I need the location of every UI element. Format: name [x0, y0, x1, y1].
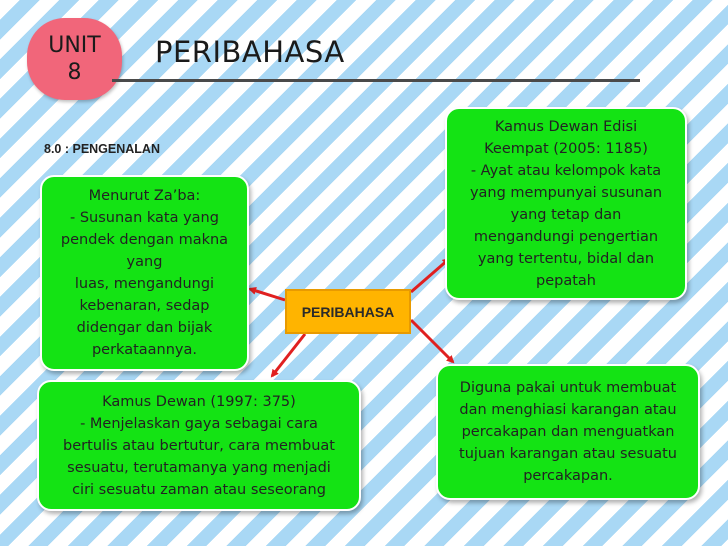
- arrow-to-kamus-2005: [411, 259, 449, 292]
- kamus-1997-definition-box: Kamus Dewan (1997: 375) - Menjelaskan gaya sebagai cara bertulis atau bertutur, cara membuat sesuatu, terutamanya yang menjadi ciri sesuatu zaman atau seseorang: [37, 380, 361, 511]
- unit-number: 8: [67, 60, 82, 85]
- za-ba-definition-box: Menurut Za’ba: - Susunan kata yang pendek dengan makna yang luas, mengandungi kebenaran, sedap didengar dan bijak perkataannya.: [40, 175, 249, 371]
- unit-label: UNIT: [48, 33, 101, 58]
- kamus-2005-definition-box: Kamus Dewan Edisi Keempat (2005: 1185) - Ayat atau kelompok kata yang mempunyai susunan yang tetap dan mengandungi pengertian yang tertentu, bidal dan pepatah: [445, 107, 687, 300]
- kegunaan-box: Diguna pakai untuk membuat dan menghiasi karangan atau percakapan dan menguatkan tujuan karangan atau sesuatu percakapan.: [436, 364, 700, 500]
- section-heading: 8.0 : PENGENALAN: [44, 142, 160, 156]
- arrow-to-kamus-1997: [272, 334, 305, 376]
- center-concept-box: PERIBAHASA: [285, 289, 411, 334]
- arrow-to-za-ba: [250, 289, 285, 300]
- arrow-to-kegunaan: [411, 320, 453, 362]
- page-title: PERIBAHASA: [155, 35, 345, 69]
